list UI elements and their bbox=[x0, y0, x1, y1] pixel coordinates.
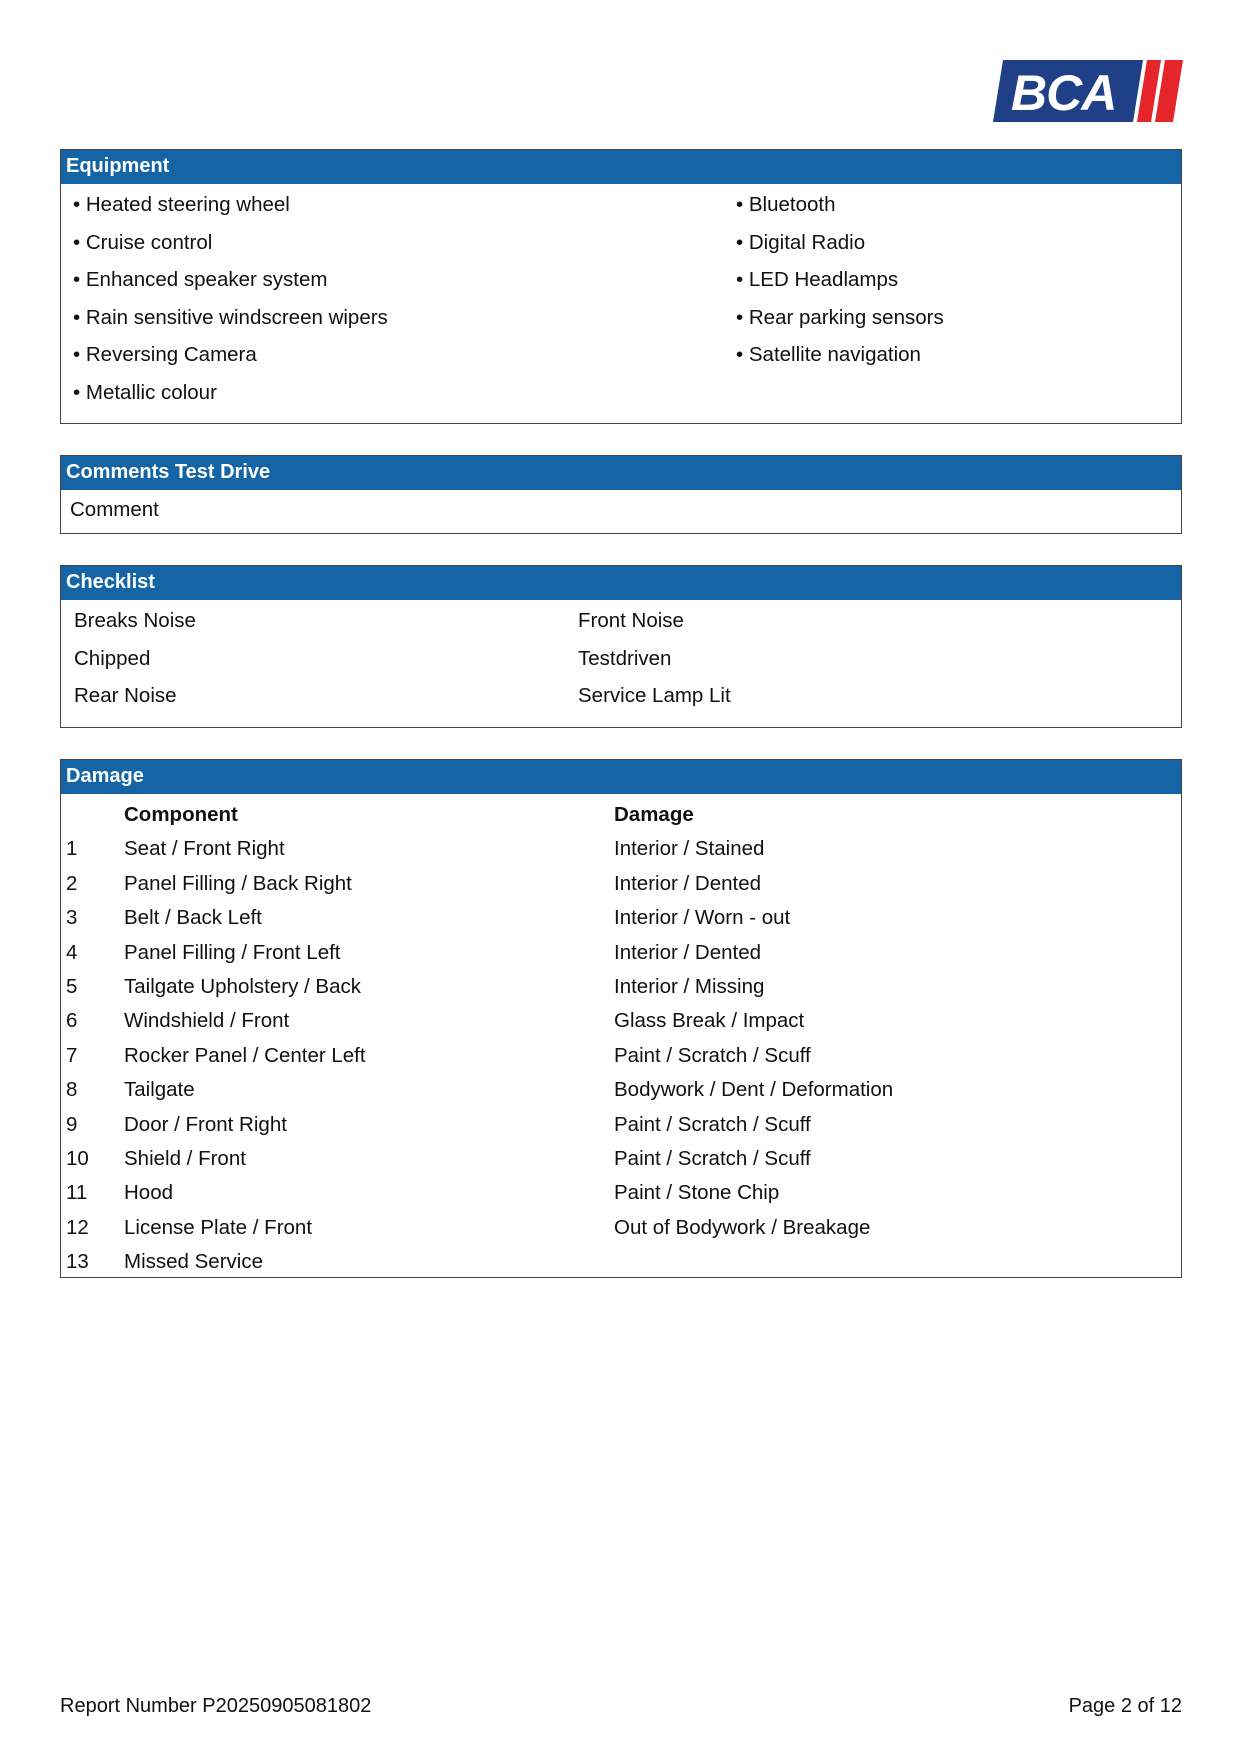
damage-row-damage: Interior / Dented bbox=[614, 940, 761, 964]
checklist-section bbox=[60, 565, 1182, 728]
damage-row-component: Seat / Front Right bbox=[124, 837, 285, 861]
comment-text: Comment bbox=[70, 498, 159, 521]
checklist-item: Service Lamp Lit bbox=[578, 684, 731, 707]
equipment-list-right bbox=[736, 186, 944, 374]
damage-row-damage: Out of Bodywork / Breakage bbox=[614, 1215, 871, 1239]
damage-row-component: Tailgate bbox=[124, 1078, 195, 1102]
damage-row-component: Tailgate Upholstery / Back bbox=[124, 975, 362, 999]
damage-row bbox=[61, 901, 1181, 935]
damage-row-component: Missed Service bbox=[124, 1250, 263, 1274]
bca-logo-text: BCA bbox=[1011, 65, 1117, 121]
checklist-item: Chipped bbox=[74, 646, 151, 670]
checklist-left bbox=[74, 602, 196, 715]
damage-row-number: 5 bbox=[66, 975, 78, 999]
damage-row-component: Hood bbox=[124, 1181, 174, 1205]
equipment-item: • Heated steering wheel bbox=[73, 186, 388, 224]
damage-row-number: 9 bbox=[66, 1112, 78, 1136]
damage-row bbox=[61, 1176, 1181, 1210]
damage-row bbox=[61, 1108, 1181, 1142]
damage-row-number: 4 bbox=[66, 940, 78, 964]
damage-row-damage: Paint / Stone Chip bbox=[614, 1181, 780, 1205]
checklist-item: Front Noise bbox=[578, 609, 684, 632]
equipment-item: • Satellite navigation bbox=[736, 336, 944, 374]
damage-row-damage bbox=[614, 1245, 1181, 1279]
equipment-item: • Rain sensitive windscreen wipers bbox=[73, 299, 388, 337]
page-number: Page 2 of 12 bbox=[1068, 1695, 1182, 1717]
equipment-item: • Enhanced speaker system bbox=[73, 261, 388, 299]
checklist-right bbox=[578, 602, 731, 715]
equipment-item: • LED Headlamps bbox=[736, 261, 944, 299]
equipment-item: • Reversing Camera bbox=[73, 336, 388, 374]
damage-row bbox=[61, 1039, 1181, 1073]
equipment-item: • Digital Radio bbox=[736, 224, 944, 262]
damage-table-header-row bbox=[61, 798, 1181, 832]
damage-row-damage: Interior / Missing bbox=[614, 975, 765, 999]
damage-row-number: 6 bbox=[66, 1009, 78, 1033]
damage-row-component: License Plate / Front bbox=[124, 1215, 313, 1239]
damage-row-number: 13 bbox=[66, 1250, 89, 1274]
damage-row bbox=[61, 936, 1181, 970]
damage-row bbox=[61, 832, 1181, 866]
damage-row bbox=[61, 1211, 1181, 1245]
equipment-header: Equipment bbox=[61, 150, 1181, 184]
damage-col-damage: Damage bbox=[614, 803, 694, 826]
report-number: Report Number P20250905081802 bbox=[60, 1695, 372, 1717]
damage-row-component: Belt / Back Left bbox=[124, 906, 262, 930]
damage-row-damage: Paint / Scratch / Scuff bbox=[614, 1112, 811, 1136]
damage-row bbox=[61, 970, 1181, 1004]
damage-row-number: 1 bbox=[66, 837, 78, 861]
damage-row-component: Panel Filling / Front Left bbox=[124, 940, 341, 964]
damage-row bbox=[61, 1073, 1181, 1107]
equipment-section bbox=[60, 149, 1182, 424]
bca-logo bbox=[993, 58, 1183, 124]
damage-row-damage: Interior / Dented bbox=[614, 871, 761, 895]
damage-row-component: Shield / Front bbox=[124, 1147, 246, 1171]
damage-row-number: 3 bbox=[66, 906, 78, 930]
damage-row-damage: Paint / Scratch / Scuff bbox=[614, 1043, 811, 1067]
equipment-item: • Cruise control bbox=[73, 224, 388, 262]
damage-row bbox=[61, 867, 1181, 901]
damage-row-number: 7 bbox=[66, 1043, 78, 1067]
comments-header: Comments Test Drive bbox=[61, 456, 1181, 490]
equipment-item: • Rear parking sensors bbox=[736, 299, 944, 337]
damage-row bbox=[61, 1004, 1181, 1038]
damage-row-number: 11 bbox=[66, 1181, 88, 1205]
damage-row-damage: Bodywork / Dent / Deformation bbox=[614, 1078, 894, 1102]
damage-row-component: Panel Filling / Back Right bbox=[124, 871, 352, 895]
damage-row-component: Rocker Panel / Center Left bbox=[124, 1043, 366, 1067]
checklist-header: Checklist bbox=[61, 566, 1181, 600]
damage-row-number: 12 bbox=[66, 1215, 89, 1239]
damage-row-number: 2 bbox=[66, 871, 78, 895]
damage-row-damage: Interior / Stained bbox=[614, 837, 765, 861]
damage-header: Damage bbox=[61, 760, 1181, 794]
checklist-item: Testdriven bbox=[578, 646, 672, 670]
equipment-item: • Metallic colour bbox=[73, 374, 388, 412]
damage-col-number bbox=[61, 798, 124, 832]
damage-row-number: 8 bbox=[66, 1078, 78, 1102]
damage-row bbox=[61, 1142, 1181, 1176]
damage-row-damage: Interior / Worn - out bbox=[614, 906, 791, 930]
damage-row bbox=[61, 1245, 1181, 1279]
comments-section bbox=[60, 455, 1182, 534]
damage-row-component: Door / Front Right bbox=[124, 1112, 287, 1136]
damage-row-damage: Paint / Scratch / Scuff bbox=[614, 1147, 811, 1171]
damage-row-damage: Glass Break / Impact bbox=[614, 1009, 805, 1033]
equipment-list-left bbox=[73, 186, 388, 411]
checklist-item: Rear Noise bbox=[74, 684, 177, 707]
damage-table bbox=[61, 798, 1181, 1280]
damage-col-component: Component bbox=[124, 803, 238, 826]
damage-section bbox=[60, 759, 1182, 1278]
damage-row-number: 10 bbox=[66, 1147, 89, 1171]
damage-row-component: Windshield / Front bbox=[124, 1009, 290, 1033]
equipment-item: • Bluetooth bbox=[736, 186, 944, 224]
checklist-item: Breaks Noise bbox=[74, 609, 196, 632]
